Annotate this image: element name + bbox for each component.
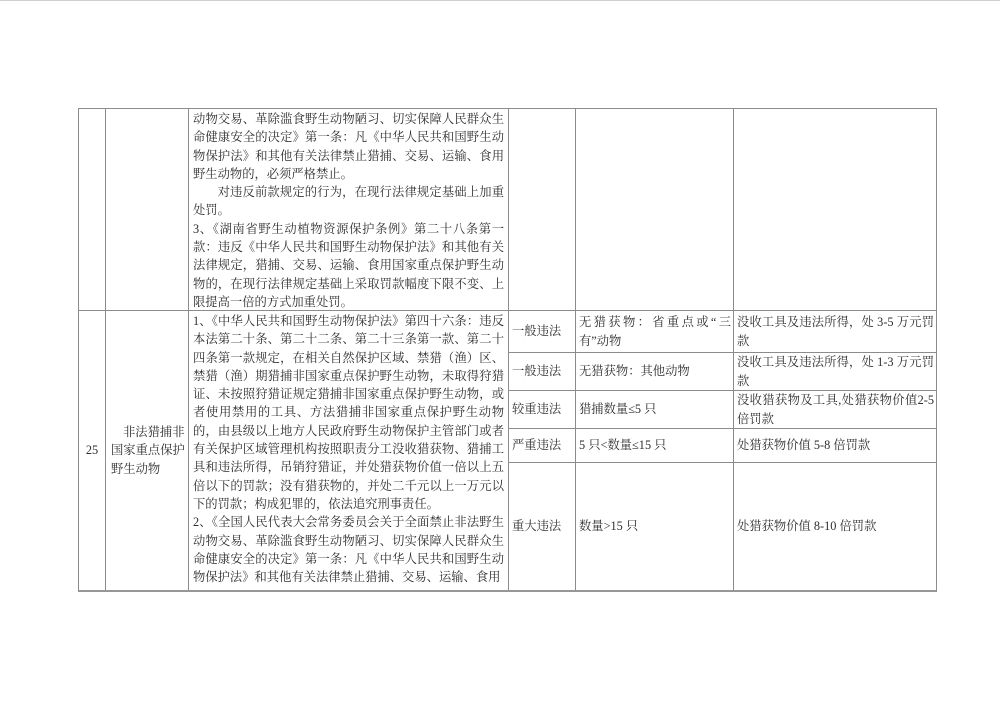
condition-cell	[576, 463, 734, 590]
level-cell	[509, 463, 576, 590]
penalty-cell	[734, 311, 936, 353]
level-label: 重大违法	[512, 519, 562, 534]
legal-paragraph: 2、《全国人民代表大会常务委员会关于全面禁止非法野生动物交易、革除滥食野生动物陋习、切实保障人民群众生命健康安全的决定》第一条：凡《中华人民共和国野生动物保护法》和其他有关法律禁止猎捕、交易、运输、食用	[193, 515, 504, 585]
penalty-cell	[734, 463, 936, 590]
level-label: 严重违法	[512, 438, 562, 453]
legal-paragraph: 1、《中华人民共和国野生动物保护法》第四十六条：违反本法第二十条、第二十二条、第二十三条第一款、第二十四条第一款规定，在相关自然保护区域、禁猎（渔）区、禁猎（渔）期猎捕非国家重点保护野生动物，未取得狩猎证、未按照狩猎证规定猎捕非国家重点保护野生动物，或者使用禁用的工具、方法猎捕非国家重点保护野生动物的，由县级以上地方人民政府野生动物保护主管部门或者有关保护区域管理机构按照职责分工没收猎获物、猎捕工具和违法所得，吊销狩猎证，并处猎获物价值一倍以上五倍以下的罚款；没有猎获物的，并处二千元以上一万元以下的罚款；构成犯罪的，依法追究刑事责任。	[193, 314, 504, 511]
legal-paragraph: 3、《湖南省野生动植物资源保护条例》第二十八条第一款：违反《中华人民共和国野生动物保护法》和其他有关法律规定，猎捕、交易、运输、食用国家重点保护野生动物的，在现行法律规定基础上采取罚款幅度下限不变、上限提高一倍的方式加重处罚。	[193, 221, 504, 309]
condition-text: 5 只<数量≤15 只	[579, 438, 667, 453]
violation-name-line: 野生动物	[111, 461, 161, 476]
condition-cell	[576, 429, 734, 463]
row-25-legal-basis-cell	[189, 311, 509, 590]
violation-name-line: 非法猎捕非	[123, 425, 185, 440]
penalty-text: 处猎获物价值 5-8 倍罚款	[737, 438, 871, 453]
penalty-cell	[734, 429, 936, 463]
row-25-number-cell: 25	[79, 311, 106, 590]
prev-row-condition-cell-empty	[576, 109, 734, 311]
page-top-edge	[0, 0, 1000, 1]
violation-name-line: 国家重点保护	[111, 443, 185, 458]
level-cell	[509, 429, 576, 463]
prev-row-penalty-cell-empty	[734, 109, 936, 311]
penalty-text: 没收猎获物及工具,处猎获物价值2-5倍罚款	[737, 393, 934, 426]
condition-text: 数量>15 只	[579, 519, 639, 534]
condition-text: 猎捕数量≤5 只	[579, 402, 657, 417]
penalty-cell	[734, 391, 936, 429]
condition-text: 无猎获物：其他动物	[579, 364, 690, 379]
penalty-discretion-table	[78, 108, 937, 592]
level-cell	[509, 391, 576, 429]
level-cell	[509, 311, 576, 353]
level-label: 一般违法	[512, 364, 562, 379]
prev-row-level-cell-empty	[509, 109, 576, 311]
condition-cell	[576, 353, 734, 391]
penalty-text: 没收工具及违法所得，处 1-3 万元罚款	[737, 355, 934, 388]
condition-text: 无猎获物：省重点或“三有”动物	[579, 315, 731, 348]
prev-row-legal-basis-cell	[189, 109, 509, 311]
prev-row-number-cell	[79, 109, 106, 311]
penalty-text: 没收工具及违法所得，处 3-5 万元罚款	[737, 315, 934, 348]
condition-cell	[576, 311, 734, 353]
penalty-cell	[734, 353, 936, 391]
row-25-name-cell	[106, 311, 189, 590]
level-label: 一般违法	[512, 324, 562, 339]
level-cell	[509, 353, 576, 391]
row-25-subrows-grid	[509, 311, 936, 590]
level-label: 较重违法	[512, 402, 562, 417]
prev-row-name-cell	[106, 109, 189, 311]
condition-cell	[576, 391, 734, 429]
legal-paragraph: 对违反前款规定的行为，在现行法律规定基础上加重处罚。	[193, 185, 504, 218]
legal-paragraph: 动物交易、革除滥食野生动物陋习、切实保障人民群众生命健康安全的决定》第一条：凡《中华人民共和国野生动物保护法》和其他有关法律禁止猎捕、交易、运输、食用野生动物的，必须严格禁止。	[193, 112, 504, 181]
penalty-text: 处猎获物价值 8-10 倍罚款	[737, 519, 877, 534]
